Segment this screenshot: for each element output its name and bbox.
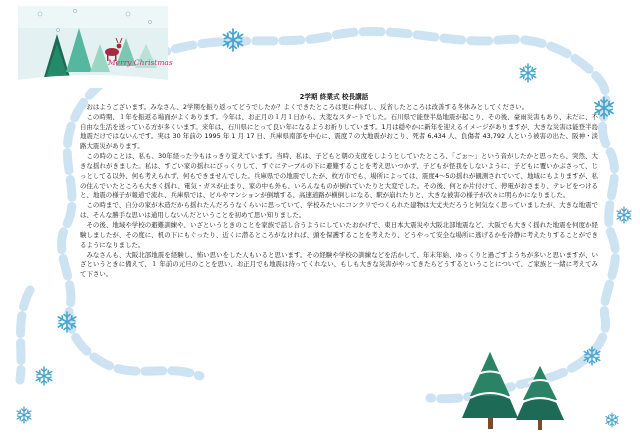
- christmas-header-illustration: [18, 6, 168, 88]
- merry-christmas-label: Merry Christmas: [108, 58, 173, 67]
- snowflake-icon: [606, 413, 618, 427]
- document-title: 2学期 終業式 校長講話: [299, 93, 369, 101]
- paragraph: その後、地域や学校の避難訓練や、いざというときのことを家族で話し合うようにしていたおかげで、東日本大震災や大阪北部地震など、大阪でも大きく揺れた地震を何度か経験しましたが、その度に、机の下にもぐったり、近くに潜るところがなければ、頭を保護することを考えたり、どうやって安全な場所に逃げるかを冷静に考えたりすることができるようになりました。: [80, 220, 598, 249]
- speech-document: [80, 93, 598, 280]
- snowflake-icon: [17, 407, 31, 423]
- paragraph: この時期、１年を振返る場面がよくあります。今年は、お正月の１月１日から、大変なスタートでした。石川県で能登半島地震が起こり、その後、豪雨災害もあり、未だに、不自由な生活を送っている方が多くいます。来年は、石川県にとって良い年になるようお祈りしています。1月は穏やかに新年を迎えるイメージがありますが、大きな災害は能登半島地震だけではないんです。実は 30 年前の 1995 年 1 月 17 日、兵庫県南部を中心に、震度７の大地震がおこり、死者 6,434 人、負傷者 43,792 人という被害の出た、阪神・淡路大震災があります。: [80, 112, 598, 151]
- christmas-trees-decoration: [462, 352, 564, 430]
- paragraph: この時のことは、私も、30年経った今もはっきり覚えています。当時、私は、子どもと朝の支度をしようとしていたところ、「ごぉ～」という音がしたかと思ったら、突然、大きな揺れがきました。私は、すごい家の揺れにびっくりして、すぐにテーブルの下に避難することを考え思いつかず、子どもが怪我をしないように、子どもに覆いかぶさって、じっとしてる以外、何も考えられず、何もできませんでした。兵庫県での地震でしたが、枚方市でも、場所によっては、震度4～5の揺れが観測されていて、地域にもよりますが、私の住んでいたところも大きく揺れ、電気・ガスが止まり、家の中も外も、いろんなものが倒れていたりと大変でした。その後、何とか片付けて、停電がおさまり、テレビをつけると、地震の様子が報道で流れ、兵庫県では、ビルやマンションが倒壊する、高速道路が横倒しになる、駅が崩れたりと、大きな被害の様子が次々に明らかになりました。: [80, 152, 598, 200]
- paragraph: みなさんも、大阪北部地震を経験し、怖い思いをした人もいると思います。その経験や学校の訓練などを活かして、年末年始、ゆっくりと過ごすようちが多いと思いますが、いざというときに備えて、１ 年前の元旦のことを思い、お正月でも地震は待ってくれない、もしも大きな災害がやってきたらどうするということについて、ご家族と一緒に考えてみて下さい。: [80, 250, 598, 279]
- snowflake-icon: [520, 64, 536, 82]
- snowflake-icon: [617, 207, 631, 223]
- snowflake-icon: [36, 367, 52, 385]
- paragraph: この時まで、自分の家が木造だから揺れたんだろうなくらいに思っていて、学校みたいにコンクリでつくられた建物は大丈夫だろうと何気なく思っていましたが、大きな地震では、そんな勝手な思いは通用しないんだということを初めて思い知りました。: [80, 201, 598, 220]
- paragraph: おはようございます。みなさん、2学期を振り返ってどうでしたか？よくできたところは更に伸ばし、反省したところは改善する冬休みとしてください。: [86, 102, 529, 111]
